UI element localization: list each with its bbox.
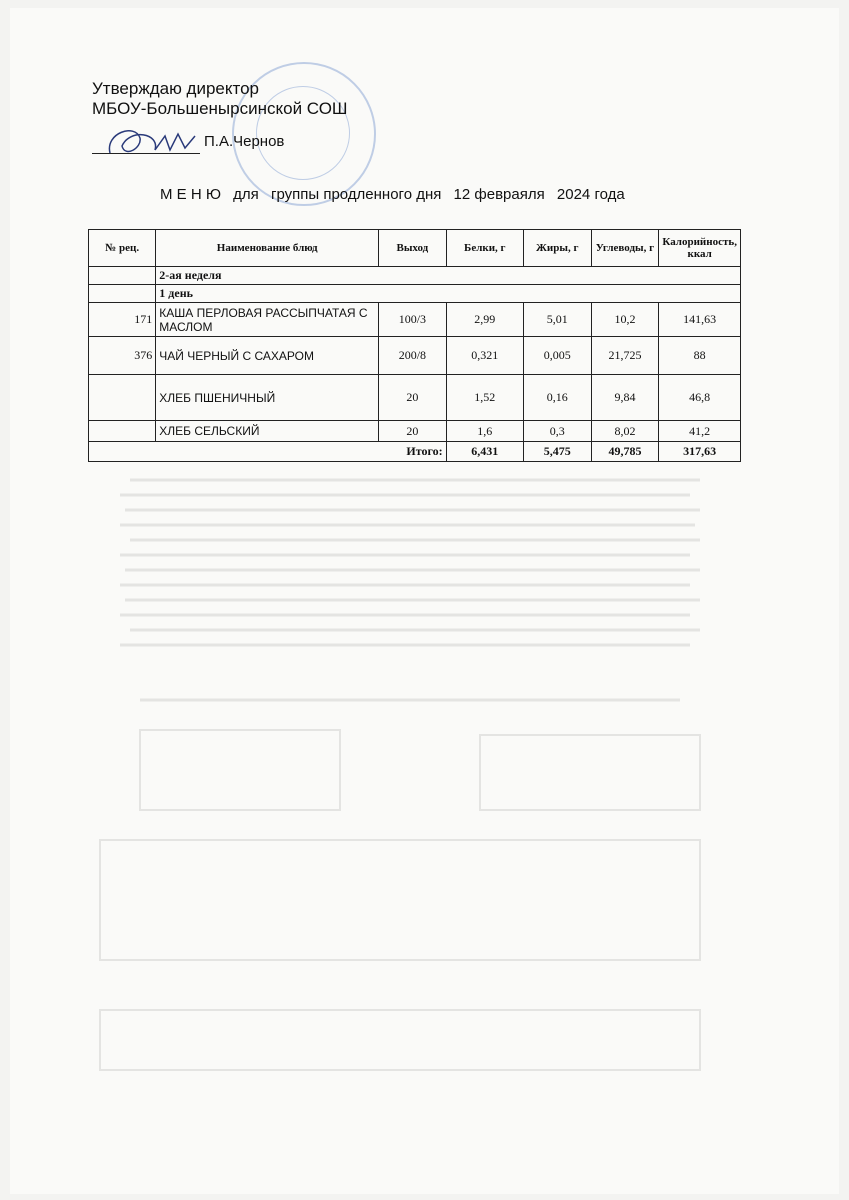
header-rec: № рец. xyxy=(89,230,156,267)
carbs-cell: 10,2 xyxy=(591,303,659,337)
menu-table xyxy=(88,229,741,462)
signature-line xyxy=(92,153,200,154)
table-row xyxy=(89,375,741,421)
carbs-cell: 8,02 xyxy=(591,421,659,442)
output-cell: 200/8 xyxy=(379,337,447,375)
signer-name: П.А.Чернов xyxy=(204,133,285,150)
protein-cell: 1,52 xyxy=(446,375,523,421)
total-kcal: 317,63 xyxy=(659,442,741,462)
dish-cell: ЧАЙ ЧЕРНЫЙ С САХАРОМ xyxy=(156,337,379,375)
menu-for: для xyxy=(233,186,259,203)
carbs-cell: 21,725 xyxy=(591,337,659,375)
week-row xyxy=(89,267,741,285)
total-row xyxy=(89,442,741,462)
fat-cell: 5,01 xyxy=(523,303,591,337)
kcal-cell: 141,63 xyxy=(659,303,741,337)
protein-cell: 1,6 xyxy=(446,421,523,442)
day-label: 1 день xyxy=(156,285,741,303)
handwritten-signature xyxy=(100,118,200,168)
header-kcal: Калорийность, ккал xyxy=(659,230,741,267)
rec-cell: 171 xyxy=(89,303,156,337)
table-row xyxy=(89,303,741,337)
total-protein: 6,431 xyxy=(446,442,523,462)
header-protein: Белки, г xyxy=(446,230,523,267)
kcal-cell: 41,2 xyxy=(659,421,741,442)
week-empty xyxy=(89,267,156,285)
day-empty xyxy=(89,285,156,303)
header-name: Наименование блюд xyxy=(156,230,379,267)
approval-line-2: МБОУ-Большенырсинской СОШ xyxy=(92,99,348,118)
output-cell: 20 xyxy=(379,421,447,442)
menu-date: 12 февраяля xyxy=(453,186,545,203)
header-carbs: Углеводы, г xyxy=(591,230,659,267)
dish-cell: ХЛЕБ ПШЕНИЧНЫЙ xyxy=(156,375,379,421)
kcal-cell: 46,8 xyxy=(659,375,741,421)
header-output: Выход xyxy=(379,230,447,267)
header-fat: Жиры, г xyxy=(523,230,591,267)
output-cell: 20 xyxy=(379,375,447,421)
menu-group: группы продленного дня xyxy=(270,186,442,203)
output-cell: 100/3 xyxy=(379,303,447,337)
day-row xyxy=(89,285,741,303)
approval-block xyxy=(92,79,348,119)
fat-cell: 0,16 xyxy=(523,375,591,421)
rec-cell xyxy=(89,421,156,442)
protein-cell: 2,99 xyxy=(446,303,523,337)
table-row xyxy=(89,337,741,375)
menu-title xyxy=(160,186,633,203)
dish-cell: КАША ПЕРЛОВАЯ РАССЫПЧАТАЯ С МАСЛОМ xyxy=(156,303,379,337)
rec-cell xyxy=(89,375,156,421)
protein-cell: 0,321 xyxy=(446,337,523,375)
total-label: Итого: xyxy=(89,442,447,462)
carbs-cell: 9,84 xyxy=(591,375,659,421)
rec-cell: 376 xyxy=(89,337,156,375)
table-header-row xyxy=(89,230,741,267)
total-fat: 5,475 xyxy=(523,442,591,462)
fat-cell: 0,005 xyxy=(523,337,591,375)
fat-cell: 0,3 xyxy=(523,421,591,442)
kcal-cell: 88 xyxy=(659,337,741,375)
dish-cell: ХЛЕБ СЕЛЬСКИЙ xyxy=(156,421,379,442)
total-carbs: 49,785 xyxy=(591,442,659,462)
week-label: 2-ая неделя xyxy=(156,267,741,285)
menu-word: М Е Н Ю xyxy=(160,186,221,203)
menu-year: 2024 года xyxy=(556,186,625,203)
table-row xyxy=(89,421,741,442)
approval-line-1: Утверждаю директор xyxy=(92,79,260,98)
